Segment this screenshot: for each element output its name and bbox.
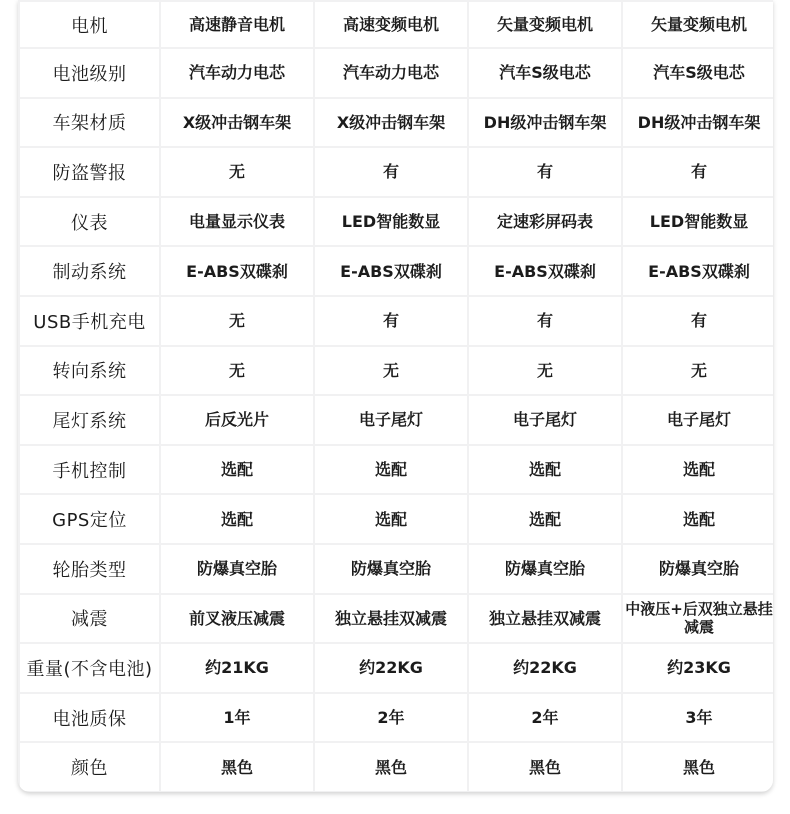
spec-value: 防爆真空胎: [161, 545, 313, 593]
spec-value: 无: [161, 148, 313, 196]
spec-value: 有: [623, 148, 773, 196]
spec-value: 高速变频电机: [315, 2, 467, 47]
row-label: 制动系统: [20, 247, 159, 295]
spec-value: LED智能数显: [315, 198, 467, 246]
spec-value: 选配: [315, 446, 467, 494]
spec-value: 电子尾灯: [469, 396, 621, 444]
spec-value: 定速彩屏码表: [469, 198, 621, 246]
spec-value: 电量显示仪表: [161, 198, 313, 246]
table-row: [20, 446, 773, 494]
spec-value: E-ABS双碟刹: [315, 247, 467, 295]
spec-value: 选配: [161, 495, 313, 543]
table-row: [20, 297, 773, 345]
spec-value: 中液压+后双独立悬挂减震: [623, 595, 773, 643]
spec-value: 选配: [469, 446, 621, 494]
table-row: [20, 49, 773, 97]
table-row: [20, 99, 773, 147]
spec-value: 汽车动力电芯: [315, 49, 467, 97]
spec-value: 2年: [469, 694, 621, 742]
table-row: [20, 694, 773, 742]
spec-value: 有: [623, 297, 773, 345]
spec-value: 电子尾灯: [315, 396, 467, 444]
spec-value: 约23KG: [623, 644, 773, 692]
row-label: 颜色: [20, 743, 159, 791]
spec-value: LED智能数显: [623, 198, 773, 246]
table-row: [20, 247, 773, 295]
spec-value: 有: [315, 297, 467, 345]
spec-value: E-ABS双碟刹: [469, 247, 621, 295]
spec-value: 选配: [161, 446, 313, 494]
row-label: 车架材质: [20, 99, 159, 147]
row-label: 转向系统: [20, 347, 159, 395]
spec-value: 黑色: [315, 743, 467, 791]
spec-value: 2年: [315, 694, 467, 742]
spec-value: DH级冲击钢车架: [623, 99, 773, 147]
spec-value: 选配: [623, 446, 773, 494]
row-label: USB手机充电: [20, 297, 159, 345]
spec-value: X级冲击钢车架: [315, 99, 467, 147]
spec-value: 选配: [315, 495, 467, 543]
table-row: [20, 347, 773, 395]
spec-value: 约22KG: [469, 644, 621, 692]
spec-value: 防爆真空胎: [469, 545, 621, 593]
table-row: [20, 595, 773, 643]
row-label: 轮胎类型: [20, 545, 159, 593]
row-label: 手机控制: [20, 446, 159, 494]
spec-value: 选配: [469, 495, 621, 543]
table-row: [20, 495, 773, 543]
table-row: [20, 644, 773, 692]
spec-value: E-ABS双碟刹: [623, 247, 773, 295]
spec-value: 前叉液压减震: [161, 595, 313, 643]
spec-value: 3年: [623, 694, 773, 742]
row-label: 电机: [20, 2, 159, 47]
spec-value: 选配: [623, 495, 773, 543]
row-label: 尾灯系统: [20, 396, 159, 444]
spec-comparison-table: [18, 0, 773, 792]
spec-value: 约22KG: [315, 644, 467, 692]
spec-value: 黑色: [161, 743, 313, 791]
spec-value: E-ABS双碟刹: [161, 247, 313, 295]
spec-value: 电子尾灯: [623, 396, 773, 444]
row-label: 电池质保: [20, 694, 159, 742]
spec-value: 无: [315, 347, 467, 395]
spec-value: 约21KG: [161, 644, 313, 692]
table-row: [20, 2, 773, 47]
spec-value: 无: [469, 347, 621, 395]
table-row: [20, 545, 773, 593]
table-row: [20, 198, 773, 246]
spec-value: 汽车S级电芯: [623, 49, 773, 97]
spec-value: 无: [161, 297, 313, 345]
spec-value: X级冲击钢车架: [161, 99, 313, 147]
row-label: 减震: [20, 595, 159, 643]
spec-value: 无: [161, 347, 313, 395]
spec-value: DH级冲击钢车架: [469, 99, 621, 147]
spec-value: 独立悬挂双减震: [469, 595, 621, 643]
spec-table: [18, 0, 773, 792]
spec-value: 防爆真空胎: [623, 545, 773, 593]
spec-value: 无: [623, 347, 773, 395]
spec-value: 高速静音电机: [161, 2, 313, 47]
spec-value: 1年: [161, 694, 313, 742]
row-label: 防盗警报: [20, 148, 159, 196]
spec-value: 汽车动力电芯: [161, 49, 313, 97]
row-label: 重量(不含电池): [20, 644, 159, 692]
row-label: GPS定位: [20, 495, 159, 543]
spec-value: 黑色: [623, 743, 773, 791]
spec-value: 矢量变频电机: [623, 2, 773, 47]
spec-value: 后反光片: [161, 396, 313, 444]
row-label: 仪表: [20, 198, 159, 246]
spec-value: 防爆真空胎: [315, 545, 467, 593]
spec-value: 独立悬挂双减震: [315, 595, 467, 643]
row-label: 电池级别: [20, 49, 159, 97]
table-row: [20, 148, 773, 196]
spec-value: 汽车S级电芯: [469, 49, 621, 97]
spec-value: 黑色: [469, 743, 621, 791]
spec-value: 矢量变频电机: [469, 2, 621, 47]
spec-value: 有: [315, 148, 467, 196]
spec-value: 有: [469, 297, 621, 345]
table-row: [20, 743, 773, 791]
spec-value: 有: [469, 148, 621, 196]
table-row: [20, 396, 773, 444]
